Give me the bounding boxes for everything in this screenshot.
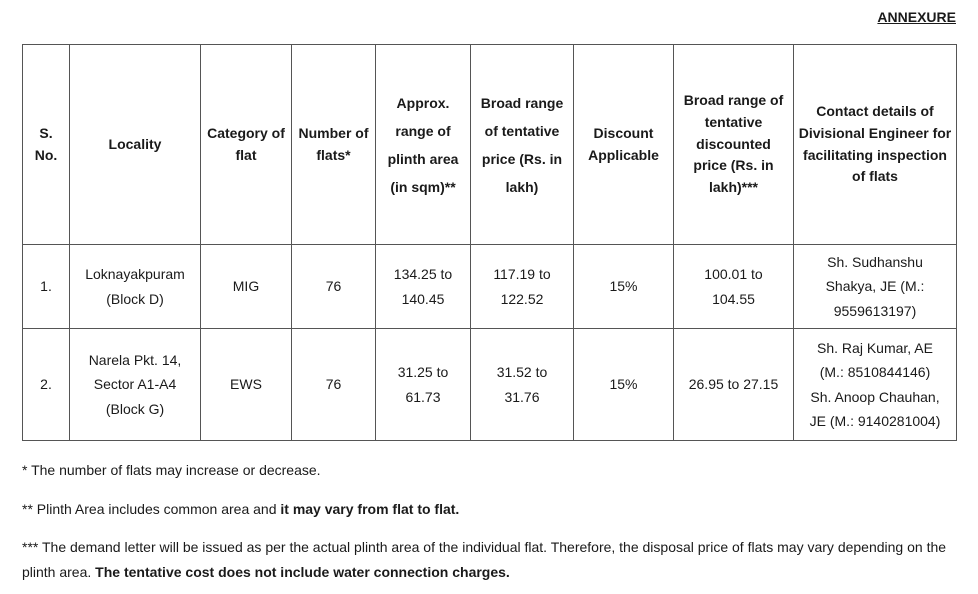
annexure-heading: ANNEXURE xyxy=(877,9,956,25)
footnote-flats-count: * The number of flats may increase or decrease. xyxy=(22,462,321,478)
row-sno: 2. xyxy=(23,329,70,441)
header-sno: S. No. xyxy=(23,45,70,245)
footnote-plinth-area: ** Plinth Area includes common area and it may vary from flat to flat. xyxy=(22,500,460,517)
header-tentative-price: Broad range of tentative price (Rs. in lakh) xyxy=(471,45,574,245)
row-discount: 15% xyxy=(574,329,674,441)
footnotes xyxy=(22,458,962,584)
table-header-row xyxy=(23,45,957,245)
row-number-of-flats: 76 xyxy=(292,329,376,441)
header-locality: Locality xyxy=(70,45,201,245)
row-discounted-price: 100.01 to 104.55 xyxy=(674,245,794,329)
row-locality: Loknayakpuram (Block D) xyxy=(70,245,201,329)
table-row xyxy=(23,329,957,441)
header-discounted-price: Broad range of tentative discounted price (Rs. in lakh)*** xyxy=(674,45,794,245)
row-locality: Narela Pkt. 14, Sector A1-A4 (Block G) xyxy=(70,329,201,441)
row-discount: 15% xyxy=(574,245,674,329)
row-plinth-area: 134.25 to 140.45 xyxy=(376,245,471,329)
row-tentative-price: 31.52 to 31.76 xyxy=(471,329,574,441)
row-category: MIG xyxy=(201,245,292,329)
header-discount: Discount Applicable xyxy=(574,45,674,245)
row-number-of-flats: 76 xyxy=(292,245,376,329)
flats-table xyxy=(22,44,957,441)
row-category: EWS xyxy=(201,329,292,441)
row-sno: 1. xyxy=(23,245,70,329)
footnote-demand-letter: *** The demand letter will be issued as per the actual plinth area of the individual flat. Therefore, the disposal price of flats may vary depending on the plinth area. The tentative cost does not include water connection charges. xyxy=(22,539,947,580)
header-category: Category of flat xyxy=(201,45,292,245)
header-contact-details: Contact details of Divisional Engineer for facilitating inspection of flats xyxy=(794,45,957,245)
row-plinth-area: 31.25 to 61.73 xyxy=(376,329,471,441)
row-discounted-price: 26.95 to 27.15 xyxy=(674,329,794,441)
header-number-of-flats: Number of flats* xyxy=(292,45,376,245)
row-tentative-price: 117.19 to 122.52 xyxy=(471,245,574,329)
header-plinth-area: Approx. range of plinth area (in sqm)** xyxy=(376,45,471,245)
table-row xyxy=(23,245,957,329)
row-contact-details: Sh. Raj Kumar, AE (M.: 8510844146) Sh. Anoop Chauhan, JE (M.: 9140281004) xyxy=(794,329,957,441)
row-contact-details: Sh. Sudhanshu Shakya, JE (M.: 9559613197) xyxy=(794,245,957,329)
